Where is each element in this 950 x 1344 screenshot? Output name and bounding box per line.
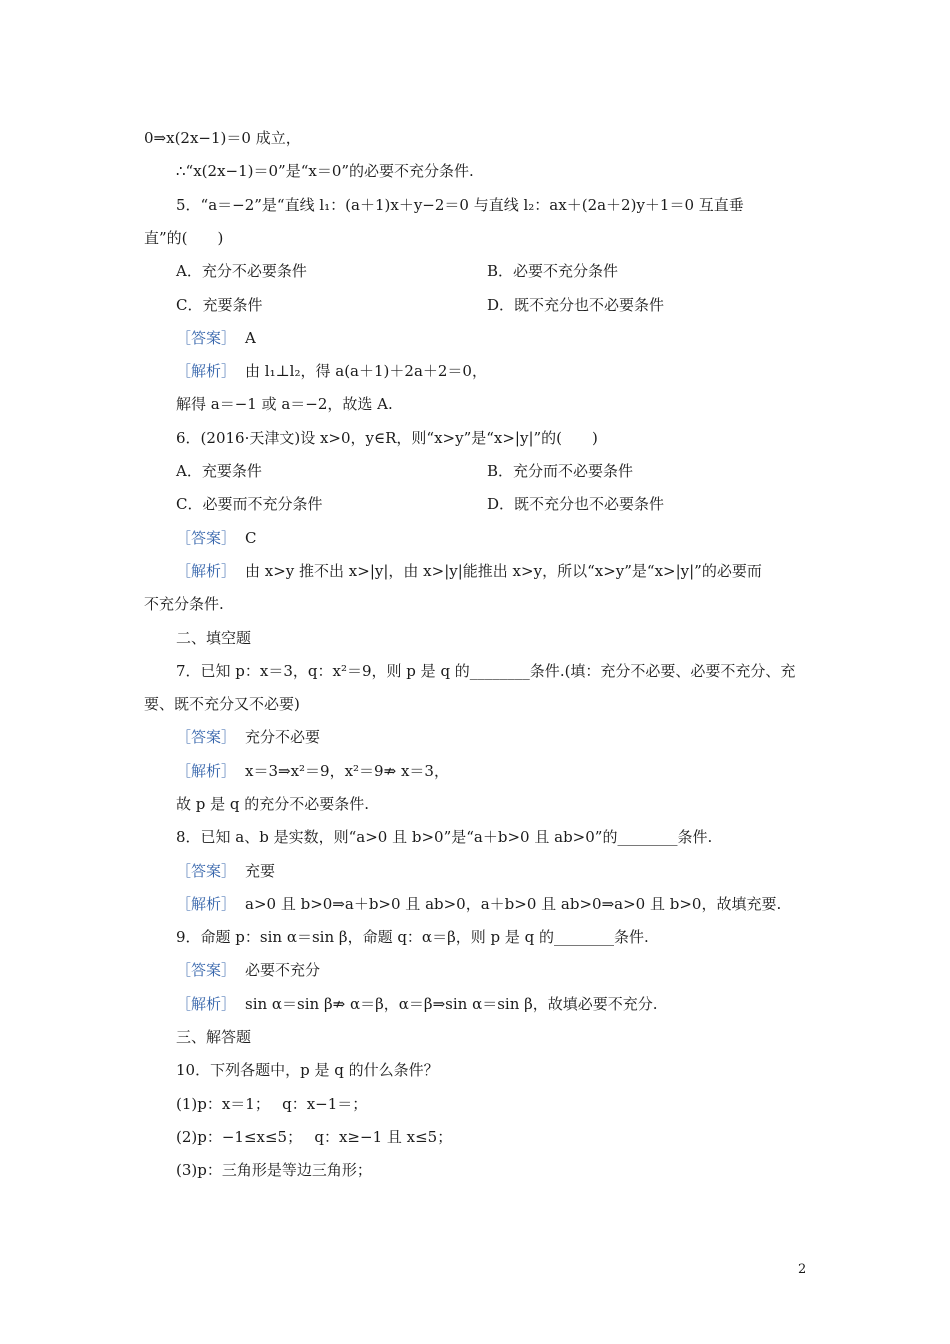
text-line: 7．已知 p：x＝3，q：x²＝9，则 p 是 q 的________条件.(填：充分不必要、必要不充分、充 <box>176 662 796 680</box>
text-line: (1)p：x＝1； q：x−1＝； <box>176 1095 368 1113</box>
choice-option: C．必要而不充分条件 <box>176 495 323 513</box>
text-line: 三、解答题 <box>176 1028 252 1046</box>
text-line: (3)p：三角形是等边三角形； <box>176 1161 372 1179</box>
analysis-tag: ［解析］ <box>176 362 237 380</box>
analysis-text: sin α＝sin β⇏ α＝β，α＝β⇒sin α＝sin β，故填必要不充分. <box>245 995 658 1013</box>
analysis-tag: ［解析］ <box>176 562 237 580</box>
text-line: 5．“a＝−2”是“直线 l₁：(a＋1)x＋y−2＝0 与直线 l₂：ax＋(2a＋2)y＋1＝0 互直垂 <box>176 196 744 214</box>
analysis-text: x＝3⇒x²＝9，x²＝9⇏ x＝3， <box>245 762 449 780</box>
choice-option: B．充分而不必要条件 <box>487 462 634 480</box>
text-line: 6．(2016·天津文)设 x>0，y∈R，则“x>y”是“x>|y|”的( ) <box>176 429 598 447</box>
analysis-text: 由 x>y 推不出 x>|y|，由 x>|y|能推出 x>y，所以“x>y”是“x>|y|”的必要而 <box>245 562 762 580</box>
text-line: 8．已知 a、b 是实数，则“a>0 且 b>0”是“a＋b>0 且 ab>0”的________条件. <box>176 828 713 846</box>
analysis-tag: ［解析］ <box>176 762 237 780</box>
answer-tag: ［答案］ <box>176 961 237 979</box>
text-line: 不充分条件. <box>144 595 224 613</box>
answer-text: A <box>245 329 256 347</box>
analysis-text: a>0 且 b>0⇒a＋b>0 且 ab>0，a＋b>0 且 ab>0⇒a>0 且 b>0，故填充要. <box>245 895 782 913</box>
analysis-tag: ［解析］ <box>176 995 237 1013</box>
text-line: ∴“x(2x−1)＝0”是“x＝0”的必要不充分条件. <box>176 162 474 180</box>
answer-tag: ［答案］ <box>176 728 237 746</box>
choice-option: A．充分不必要条件 <box>176 262 307 280</box>
text-line: 要、既不充分又不必要) <box>144 695 300 713</box>
text-line: 0⇒x(2x−1)＝0 成立， <box>144 129 301 147</box>
text-line: 解得 a＝−1 或 a＝−2，故选 A. <box>176 395 393 413</box>
choice-option: A．充要条件 <box>176 462 262 480</box>
analysis-tag: ［解析］ <box>176 895 237 913</box>
text-line: (2)p：−1≤x≤5； q：x≥−1 且 x≤5； <box>176 1128 453 1146</box>
answer-tag: ［答案］ <box>176 529 237 547</box>
choice-option: D．既不充分也不必要条件 <box>487 296 665 314</box>
text-line: 10．下列各题中，p 是 q 的什么条件？ <box>176 1061 439 1079</box>
choice-option: B．必要不充分条件 <box>487 262 619 280</box>
analysis-text: 由 l₁⊥l₂，得 a(a＋1)＋2a＋2＝0， <box>245 362 487 380</box>
choice-option: C．充要条件 <box>176 296 263 314</box>
page-number: 2 <box>798 1262 807 1277</box>
text-line: 9．命题 p：sin α＝sin β，命题 q：α＝β，则 p 是 q 的________条件. <box>176 928 649 946</box>
answer-tag: ［答案］ <box>176 329 237 347</box>
text-line: 直”的( ) <box>144 229 224 247</box>
answer-text: 必要不充分 <box>245 961 321 979</box>
text-line: 二、填空题 <box>176 629 252 647</box>
answer-text: C <box>245 529 257 547</box>
answer-tag: ［答案］ <box>176 862 237 880</box>
answer-text: 充分不必要 <box>245 728 321 746</box>
choice-option: D．既不充分也不必要条件 <box>487 495 665 513</box>
answer-text: 充要 <box>245 862 276 880</box>
text-line: 故 p 是 q 的充分不必要条件. <box>176 795 370 813</box>
